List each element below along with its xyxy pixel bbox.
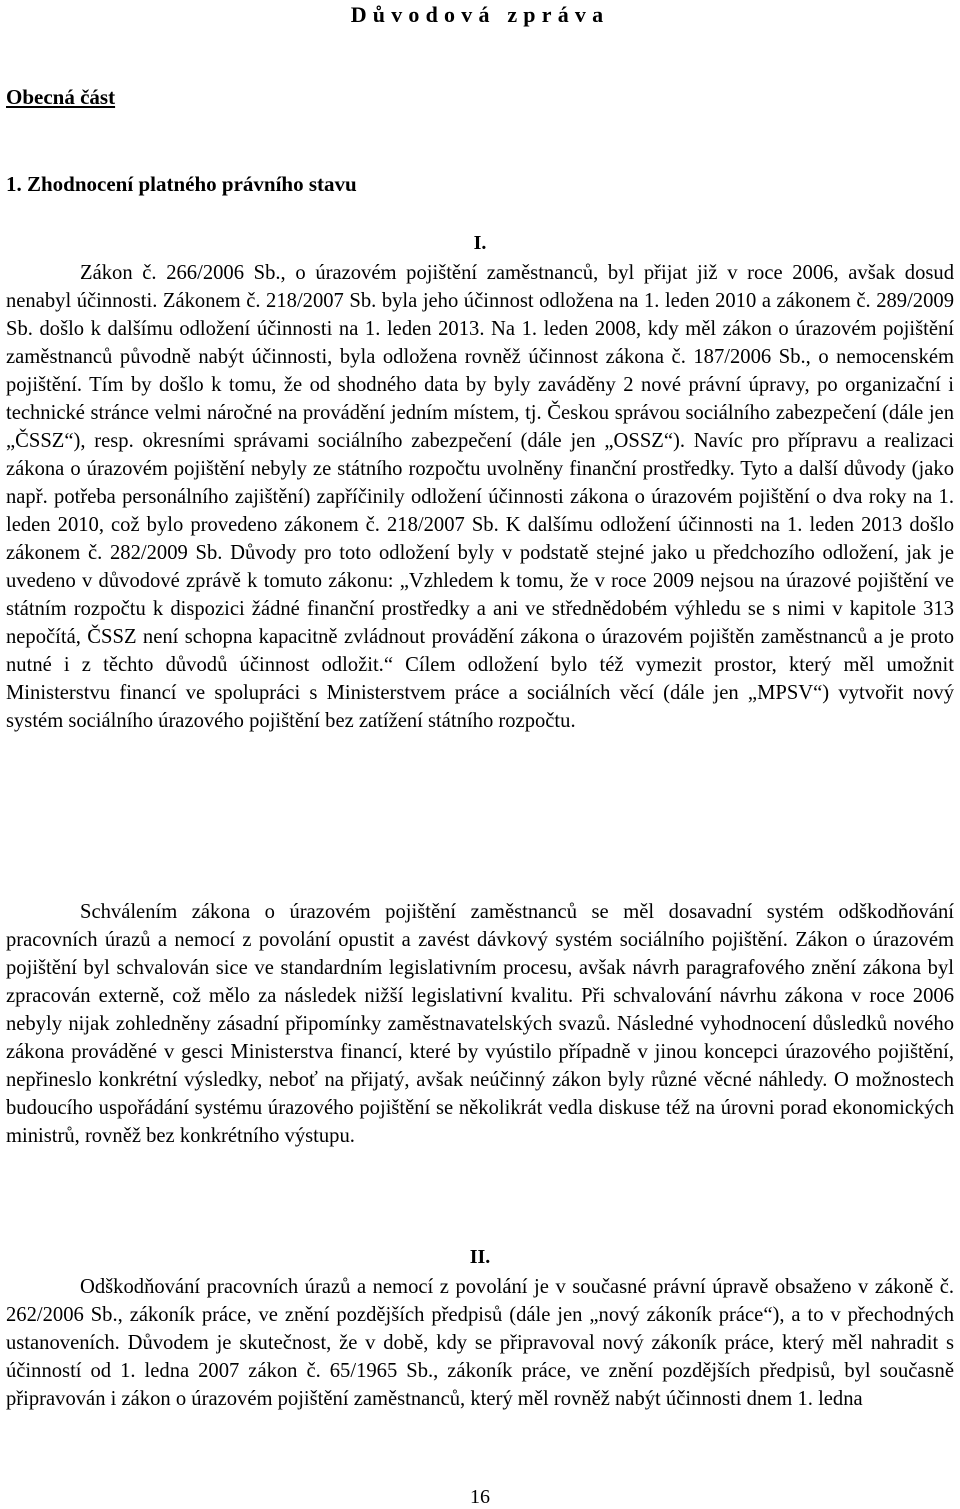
document-title: Důvodová zpráva [350, 2, 610, 27]
subsection-number-2: II. [469, 1246, 491, 1268]
subsection-number-1: I. [473, 232, 487, 254]
page-number: 16 [470, 1486, 490, 1508]
paragraph-2: Schválením zákona o úrazovém pojištění zaměstnanců se měl dosavadní systém odškodňování pracovních úrazů a nemocí z povolání opustit a zavést dávkový systém sociálního pojištění. Zákon o úrazovém pojištění byl schvalován sice ve standardním legislativním procesu, avšak návrh paragrafového znění zákona byl zpracován externě, což mělo za následek nižší legislativní kvalitu. Při schvalování návrhu zákona v roce 2006 nebyly nijak zohledněny zásadní připomínky zaměstnavatelských svazů. Následné vyhodnocení důsledků nového zákona prováděné v gesci Ministerstva financí, které by vyústilo případně v jinou koncepci úrazového pojištění, nepřineslo konkrétní výsledky, neboť na přijatý, avšak neúčinný zákon byly různé věcné náhledy. O možnostech budoucího uspořádání systému úrazového pojištění se několikrát vedla diskuse též na úrovni porad ekonomických ministrů, rovněž bez konkrétního výstupu. [6, 901, 954, 1147]
paragraph-3: Odškodňování pracovních úrazů a nemocí z povolání je v současné právní úpravě obsaženo v zákoně č. 262/2006 Sb., zákoník práce, ve znění pozdějších předpisů (dále jen „nový zákoník práce“), a to v přechodných ustanoveních. Důvodem je skutečnost, že v době, kdy se připravoval nový zákoník práce, který měl nahradit s účinností od 1. ledna 2007 zákon č. 65/1965 Sb., zákoník práce, ve znění pozdějších předpisů, byl současně připravován i zákon o úrazovém pojištění zaměstnanců, který měl rovněž nabýt účinnosti dnem 1. ledna [6, 1276, 954, 1410]
chapter-heading: 1. Zhodnocení platného právního stavu [6, 172, 357, 196]
paragraph-1: Zákon č. 266/2006 Sb., o úrazovém pojištění zaměstnanců, byl přijat již v roce 2006, avšak dosud nenabyl účinnosti. Zákonem č. 218/2007 Sb. byla jeho účinnost odložena na 1. leden 2010 a zákonem č. 289/2009 Sb. došlo k dalšímu odložení účinnosti na 1. leden 2013. Na 1. leden 2008, kdy měl zákon o úrazovém pojištění zaměstnanců původně nabýt účinnosti, byla odložena rovněž účinnost zákona č. 187/2006 Sb., o nemocenském pojištění. Tím by došlo k tomu, že od shodného data by byly zaváděny 2 nové právní úpravy, po organizační i technické stránce velmi náročné na provádění jedním místem, tj. Českou správou sociálního zabezpečení (dále jen „ČSSZ“), resp. okresními správami sociálního zabezpečení (dále jen „OSSZ“). Navíc pro přípravu a realizaci zákona o úrazovém pojištění nebyly ze státního rozpočtu uvolněny finanční prostředky. Tyto a další důvody (jako např. potřeba personálního zajištění) zapříčinily odložení účinnosti zákona o úrazovém pojištění o dva roky na 1. leden 2010, což bylo provedeno zákonem č. 218/2007 Sb. K dalšímu odložení účinnosti na 1. leden 2013 došlo zákonem č. 282/2009 Sb. Důvody pro toto odložení byly v podstatě stejné jako u předchozího odložení, jak je uvedeno v důvodové zprávě k tomuto zákonu: „Vzhledem k tomu, že v roce 2009 nejsou na úrazové pojištění ve státním rozpočtu k dispozici žádné finanční prostředky a ani ve střednědobém výhledu se s nimi v kapitole 313 nepočítá, ČSSZ není schopna kapacitně zvládnout provádění zákona o úrazovém pojištěn zaměstnanců a je proto nutné i z těchto důvodů účinnost odložit.“ Cílem odložení bylo též vymezit prostor, který měl umožnit Ministerstvu financí ve spolupráci s Ministerstvem práce a sociálních věcí (dále jen „MPSV“) vytvořit nový systém sociálního úrazového pojištění bez zatížení státního rozpočtu. [6, 262, 954, 732]
section-heading: Obecná část [6, 85, 116, 109]
